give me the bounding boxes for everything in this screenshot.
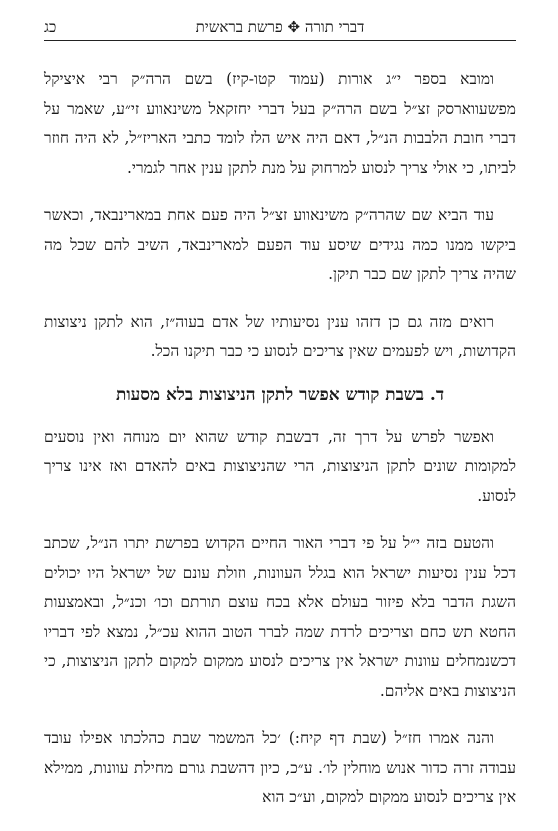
paragraph: ומובא בספר י״ג אורות (עמוד קטו-קיז) בשם הרה״ק רבי איציקל מפשעווארסק זצ״ל בשם הרה״ק בעל דברי יחזקאל משינאווע זי״ע, שאמר על דברי חובת הלבבות הנ״ל, דאם היה איש הלז לומד כתבי האריז״ל, לא היה חוזר לביתו, כי אולי צריך לנסוע למרחוק על מנת לתקן ענין אחר לגמרי. (44, 70, 516, 177)
section-heading: ד. בשבת קודש אפשר לתקן הניצוצות בלא מסעות (115, 384, 445, 405)
page-header (44, 14, 516, 41)
page-number: כג (44, 18, 57, 36)
paragraph: והטעם בזה י״ל על פי דברי האור החיים הקדוש בפרשת יתרו הנ״ל, שכתב דכל ענין נסיעות ישראל הוא בגלל העוונות, וזולת עונם של ישראל היו יכולים השגת הדבר בלא פיזור בעולם אלא בכח עוצם תורתם וכו׳ וכנ״ל, ובאמצעות החטא תש כחם וצריכים לרדת שמה לברר הטוב ההוא עכ״ל, נמצא לפי דבריו דכשנמחלים עוונות ישראל אין צריכים לנסוע ממקום למקום לתקן הניצוצות, כי הניצוצות באים אליהם. (44, 534, 516, 700)
paragraph: ואפשר לפרש על דרך זה, דבשבת קודש שהוא יום מנוחה ואין נוסעים למקומות שונים לתקן הניצוצות, הרי שהניצוצות באים להאדם ואז אינו צריך לנסוע. (44, 427, 516, 505)
page-content (44, 65, 516, 813)
running-title: דברי תורה ✥ פרשת בראשית (195, 18, 365, 36)
paragraph: והנה אמרו חז״ל (שבת דף קיח:) ׳כל המשמר שבת כהלכתו אפילו עובד עבודה זרה כדור אנוש מוחלין לו׳. ע״כ, כיון דהשבת גורם מחילת עוונות, ממילא אין צריכים לנסוע ממקום למקום, וע״כ הוא (44, 729, 516, 806)
paragraph: עוד הביא שם שהרה״ק משינאווע זצ״ל היה פעם אחת במארינבאד, וכאשר ביקשו ממנו כמה נגידים שיסע עוד הפעם למארינבאד, השיב להם שכל מה שהיה צריך לתקן שם כבר תיקן. (44, 206, 516, 283)
book-page (44, 14, 516, 831)
paragraph: רואים מזה גם כן דזהו ענין נסיעותיו של אדם בעוה״ז, הוא לתקן ניצוצות הקדושות, ויש לפעמים שאין צריכים לנסוע כי כבר תיקנו הכל. (44, 312, 516, 360)
